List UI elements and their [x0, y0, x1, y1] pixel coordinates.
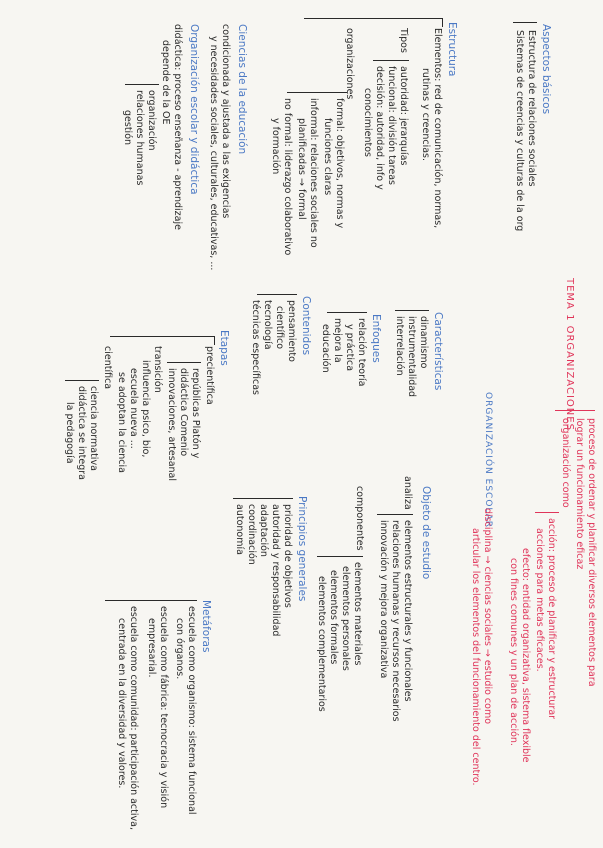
- estructura-elementos: Elementos: red de comunicación, normas,: [432, 28, 443, 229]
- etapas-2: transición: [152, 346, 163, 393]
- enfoques-2: mejora la: [332, 318, 343, 363]
- red-text-6: efecto: entidad organizativa, sistema flexible: [520, 548, 531, 763]
- etapas-1b: didáctica Comenio: [178, 368, 189, 457]
- analiza-1: elementos estructurales y funcionales: [402, 520, 413, 702]
- ciencias-1: condicionada y ajustada a las exigencias: [220, 24, 231, 219]
- enfoques-brace: [327, 312, 367, 313]
- estructura-heading: Estructura: [446, 22, 458, 77]
- principios-1: prioridad de objetivos: [282, 504, 293, 608]
- analiza-3: innovación y mejora organizativa: [378, 520, 389, 679]
- contenidos-brace: [257, 294, 297, 295]
- org-2b: planificadas → formal: [296, 118, 307, 220]
- tipos-3: decisión: autoridad, info y: [374, 66, 385, 190]
- metaforas-3: escuela como comunidad: participación activa,: [128, 606, 139, 830]
- metaforas-2b: empresarial.: [146, 618, 157, 678]
- aspectos-heading: Aspectos básicos: [540, 24, 552, 115]
- tipos-3b: conocimientos: [362, 88, 373, 157]
- principios-2: autoridad y responsabilidad: [270, 504, 281, 637]
- red-text-3: organización como: [560, 418, 571, 508]
- tipos-brace: [373, 60, 409, 61]
- contenidos-1b: científico: [274, 306, 285, 350]
- org-3b: y formación: [270, 118, 281, 175]
- tipos-1: autoridad: jerarquías: [398, 66, 409, 166]
- caracteristicas-brace: [395, 310, 429, 311]
- metaforas-1b: con órganos.: [174, 618, 185, 680]
- etapas-2c: se adoptan la ciencia: [116, 372, 127, 473]
- org-2: informal: relaciones sociales no: [308, 98, 319, 248]
- tipos-label: Tipos: [398, 28, 409, 53]
- principios-3: adaptación: [258, 504, 269, 557]
- etapas-2a: influencia psico, bio,: [140, 360, 151, 458]
- enfoques-heading: Enfoques: [370, 314, 382, 363]
- metaforas-brace: [105, 600, 197, 601]
- red-text-4: acción: proceso de planificar y estructurar: [546, 518, 557, 720]
- red-text-5: acciones para metas eficaces.: [534, 528, 545, 672]
- analiza-2: relaciones humanas y recursos necesarios: [390, 520, 401, 722]
- etapas-1c: innovaciones, artesanal: [166, 368, 177, 482]
- red-text-2: lograr un funcionamiento eficaz: [574, 418, 585, 570]
- organizacion-escolar-heading: ORGANIZACIÓN ESCOLAR: [483, 392, 493, 529]
- estructura-elementos-2: rutinas y creencias.: [420, 68, 431, 162]
- principios-4: coordinación: [246, 504, 257, 565]
- componentes-brace: [317, 556, 363, 557]
- aspectos-brace: [513, 22, 537, 23]
- etapas-1a: repúblicas Platón y: [190, 368, 201, 459]
- contenidos-heading: Contenidos: [300, 296, 312, 356]
- ciencias-4: depende de la OE: [160, 40, 171, 125]
- componentes-label: componentes: [354, 486, 365, 551]
- etapas-heading: Etapas: [218, 330, 230, 366]
- componentes-1: elementos materiales: [352, 562, 363, 666]
- org-1: formal: objetivos, normas y: [334, 98, 345, 229]
- contenidos-1: pensamiento: [286, 300, 297, 362]
- principios-5: autonomía: [234, 504, 245, 555]
- ciencias-2: y necesidades sociales, culturales, educativas, ...: [208, 36, 219, 271]
- metaforas-heading: Metáforas: [200, 600, 212, 653]
- ciencias-7: gestión: [122, 110, 133, 146]
- red-text-1: proceso de ordenar y planificar diversos elementos para: [586, 418, 597, 687]
- page-title: TEMA 1 ORGANIZACIONES: [564, 278, 575, 431]
- metaforas-1: escuela como organismo: sistema funcional: [186, 606, 197, 815]
- org-brace: [287, 92, 347, 93]
- ciencias-brace: [125, 84, 159, 85]
- tipos-2: funcional: división tareas: [386, 66, 397, 185]
- etapas-brace: [110, 336, 215, 345]
- estructura-brace: [304, 18, 443, 27]
- red-text-9: articular los elementos del funcionamiento del centro.: [470, 528, 481, 786]
- enfoques-1b: y práctica: [344, 324, 355, 372]
- aspectos-item-2: Sistemas de creencias y culturas de la org: [514, 30, 525, 232]
- org-3: no formal: liderazgo colaborativo: [282, 98, 293, 256]
- etapas-3-brace: [65, 380, 99, 381]
- red-text-7: con fines comunes y un plan de acción.: [508, 558, 519, 746]
- enfoques-1: relación teoría: [356, 318, 367, 387]
- metaforas-3b: centrada en la diversidad y valores.: [116, 618, 127, 789]
- contenidos-3: técnicas específicas: [250, 300, 261, 395]
- etapas-2b: escuela nueva ...: [128, 368, 139, 449]
- objeto-heading: Objeto de estudio: [420, 486, 432, 580]
- red-brace-2: [535, 512, 559, 513]
- etapas-1: precientífica: [204, 346, 215, 405]
- red-brace: [555, 410, 595, 411]
- org-1b: funciones claras: [322, 118, 333, 196]
- componentes-2: elementos personales: [340, 566, 351, 671]
- principios-brace: [233, 498, 293, 499]
- caracteristicas-1: dinamismo: [418, 316, 429, 369]
- red-text-8: disciplina → ciencias sociales → estudio como: [482, 508, 493, 725]
- ciencias-3: didáctica: proceso enseñanza - aprendizaje: [172, 24, 183, 230]
- caracteristicas-2: instrumentalidad: [406, 316, 417, 398]
- caracteristicas-heading: Características: [432, 312, 444, 391]
- caracteristicas-3: interrelación: [394, 316, 405, 376]
- etapas-1-brace: [167, 362, 201, 363]
- etapas-3a: ciencia normativa: [88, 386, 99, 471]
- etapas-3b: didáctica se integra: [76, 386, 87, 480]
- principios-heading: Principios generales: [296, 496, 308, 602]
- componentes-3: elementos formales: [328, 570, 339, 665]
- ciencias-6: relaciones humanas: [134, 90, 145, 186]
- etapas-3c: la pedagogía: [64, 402, 75, 464]
- organizaciones-label: organizaciones: [344, 28, 355, 100]
- ciencias-heading: Ciencias de la educación: [236, 24, 248, 155]
- org-escolar-didactica-heading: Organización escolar y didáctica: [188, 24, 200, 195]
- metaforas-2: escuela como fábrica: tecnocracia y visión: [158, 606, 169, 809]
- etapas-3: científica: [102, 346, 113, 390]
- analiza-label: analiza: [402, 476, 413, 510]
- contenidos-2: tecnología: [262, 300, 273, 350]
- componentes-4: elementos complementarios: [316, 576, 327, 712]
- aspectos-item-1: Estructura de relaciones sociales: [526, 30, 537, 187]
- ciencias-5: organización: [146, 90, 157, 151]
- enfoques-2b: educación: [320, 324, 331, 373]
- analiza-brace: [377, 514, 413, 515]
